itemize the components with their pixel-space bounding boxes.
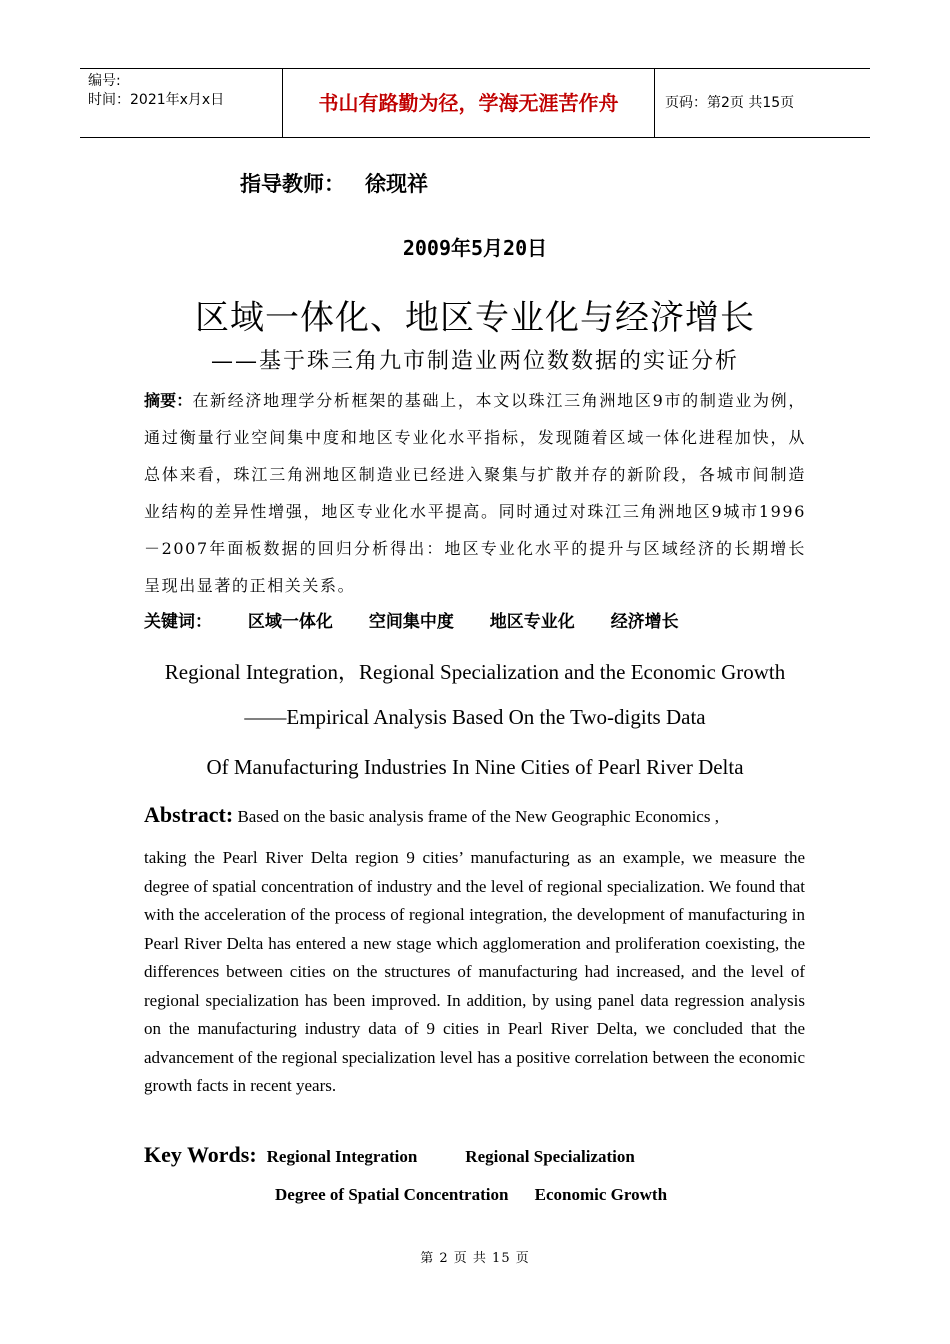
cn-keywords	[144, 607, 709, 632]
header-page-code: 页码：第2页 共15页	[665, 95, 795, 111]
en-abstract-first-line: Based on the basic analysis frame of the New Geographic Economics ,	[237, 807, 719, 826]
en-abstract-head	[144, 802, 806, 828]
en-abstract-label: Abstract:	[144, 802, 234, 827]
en-keyword: Regional Specialization	[465, 1147, 635, 1166]
en-title-line2: ——Empirical Analysis Based On the Two-digits Data	[244, 705, 706, 729]
header-motto: 书山有路勤为径，学海无涯苦作舟	[282, 69, 655, 137]
cn-title: 区域一体化、地区专业化与经济增长	[195, 298, 755, 338]
cn-abstract-text: 在新经济地理学分析框架的基础上，本文以珠江三角洲地区9市的制造业为例，通过衡量行业空间集中度和地区专业化水平指标，发现随着区域一体化进程加快，从总体来看，珠江三角洲地区制造业已经进入聚集与扩散并存的新阶段，各城市间制造业结构的差异性增强，地区专业化水平提高。同时通过对珠江三角洲地区9城市1996－2007年面板数据的回归分析得出：地区专业化水平的提升与区域经济的长期增长呈现出显著的正相关关系。	[144, 391, 806, 595]
cn-abstract	[144, 382, 806, 604]
cn-keyword: 地区专业化	[489, 612, 575, 632]
en-keyword: Degree of Spatial Concentration	[275, 1185, 509, 1204]
cn-keyword: 空间集中度	[368, 612, 454, 632]
en-title-line3: Of Manufacturing Industries In Nine Cities of Pearl River Delta	[206, 755, 744, 779]
en-title-line1: Regional Integration，Regional Specialization and the Economic Growth	[164, 660, 786, 684]
header-number-label: 编号:	[88, 73, 121, 89]
cn-keywords-label: 关键词：	[144, 612, 212, 632]
en-keywords-line2	[275, 1185, 667, 1205]
cn-subtitle: ——基于珠三角九市制造业两位数数据的实证分析	[210, 349, 739, 374]
en-keywords	[144, 1142, 635, 1168]
advisor-name: 徐现祥	[365, 172, 428, 196]
en-keywords-label: Key Words:	[144, 1142, 257, 1167]
page-header	[80, 68, 870, 138]
header-time-label: 时间：2021年x月x日	[88, 92, 225, 108]
advisor-line	[240, 168, 428, 198]
cn-abstract-label: 摘要：	[144, 391, 193, 410]
cn-keyword: 经济增长	[610, 612, 679, 632]
advisor-label: 指导教师：	[240, 172, 345, 196]
page-footer: 第 2 页 共 15 页	[420, 1251, 530, 1266]
thesis-date: 2009年5月20日	[402, 236, 548, 260]
en-keyword: Regional Integration	[266, 1147, 418, 1166]
en-abstract-text: taking the Pearl River Delta region 9 cities’ manufacturing as an example, we measure the degree of spatial concentration of industry and the level of regional specialization. We found that with the acceleration of the process of regional integration, the development of manufacturing in Pearl River Delta has entered a new stage which agglomeration and proliferation coexisting, the differences between cities on the structures of manufacturing had increased, and the level of regional specialization has been improved. In addition, by using panel data regression analysis on the manufacturing industry data of 9 cities in Pearl River Delta, we concluded that the advancement of the regional specialization level has a positive correlation between the economic growth facts in recent years.	[144, 848, 805, 1095]
header-meta	[80, 69, 282, 137]
cn-keyword: 区域一体化	[247, 612, 333, 632]
en-keyword: Economic Growth	[534, 1185, 668, 1204]
